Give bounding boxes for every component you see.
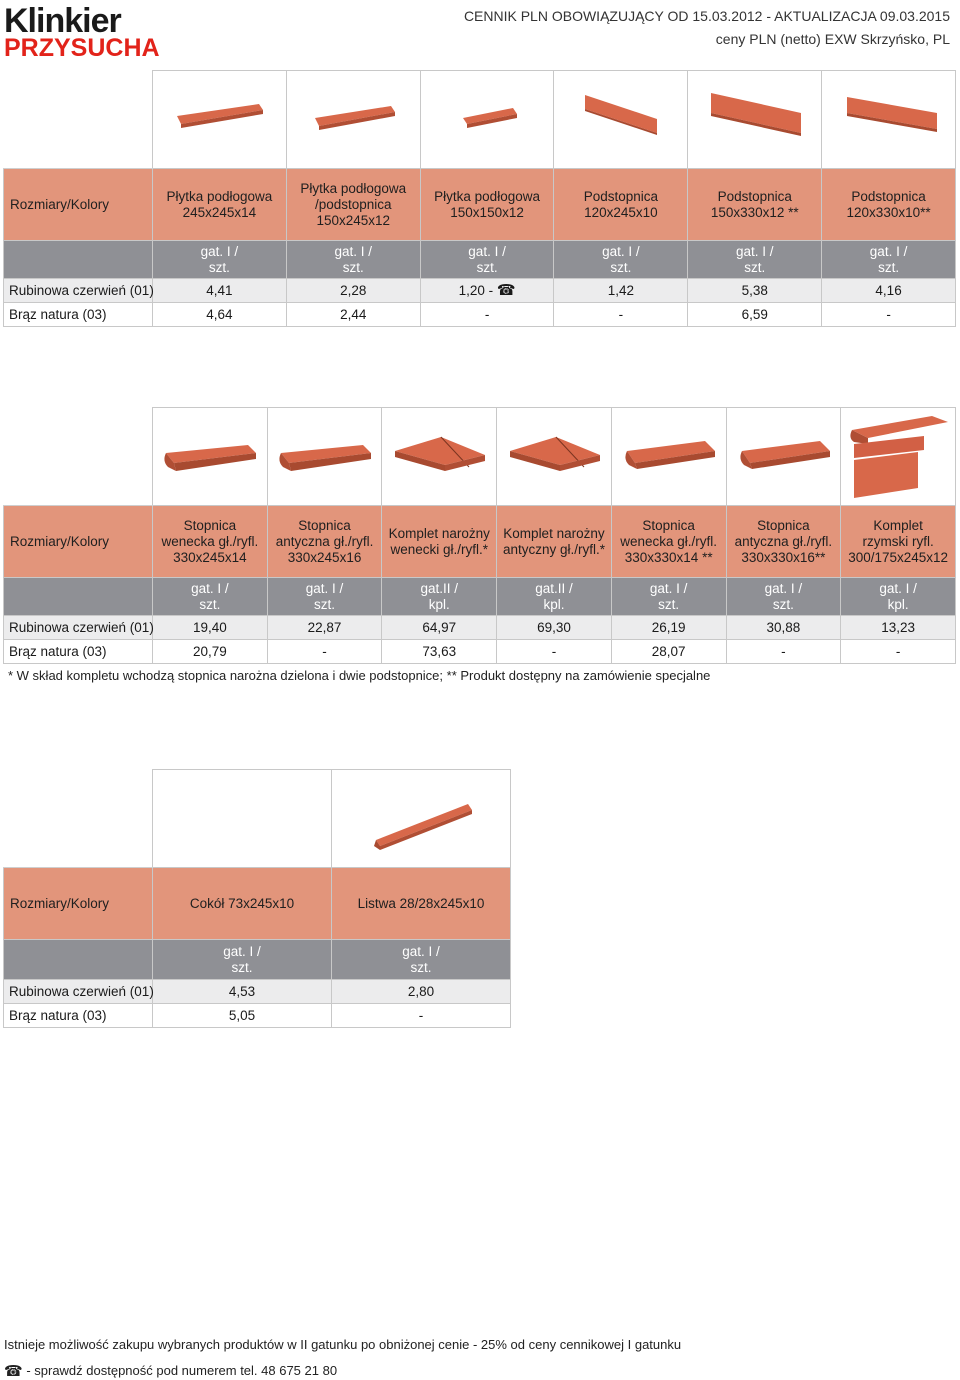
table-header-row <box>4 506 956 578</box>
grade-unit-blank <box>4 578 153 616</box>
price-cell: - <box>726 640 841 664</box>
column-header: Podstopnica 120x245x10 <box>554 169 688 241</box>
grade-unit-row <box>4 578 956 616</box>
price-cell: - <box>332 1004 511 1028</box>
column-header: Płytka podłogowa 150x150x12 <box>420 169 554 241</box>
grade-unit: gat. I / szt. <box>267 578 382 616</box>
column-header: Komplet narożny antyczny gł./ryfl.* <box>497 506 612 578</box>
product-image-corner-set-venetian <box>382 408 497 506</box>
price-cell: - <box>267 640 382 664</box>
image-cell-empty <box>4 71 153 169</box>
price-cell: 30,88 <box>726 616 841 640</box>
table-header-row <box>4 868 511 940</box>
price-list-validity: CENNIK PLN OBOWIĄZUJĄCY OD 15.03.2012 - AKTUALIZACJA 09.03.2015 <box>463 8 950 24</box>
sizes-colors-label: Rozmiary/Kolory <box>4 169 153 241</box>
product-image-tread-venetian-330 <box>611 408 726 506</box>
color-name: Rubinowa czerwień (01) <box>4 279 153 303</box>
product-image-row <box>4 408 956 506</box>
table-row <box>4 616 956 640</box>
price-cell: 2,28 <box>286 279 420 303</box>
grade-unit-row <box>4 940 511 980</box>
logo-line-1: Klinkier <box>4 2 121 40</box>
column-header: Płytka podłogowa 245x245x14 <box>153 169 287 241</box>
color-name: Rubinowa czerwień (01) <box>4 980 153 1004</box>
column-header: Stopnica wenecka gł./ryfl. 330x245x14 <box>153 506 268 578</box>
color-name: Brąz natura (03) <box>4 640 153 664</box>
grade-unit: gat.II / kpl. <box>497 578 612 616</box>
price-cell: 22,87 <box>267 616 382 640</box>
product-image-roman-set <box>841 408 956 506</box>
grade-unit: gat. I / szt. <box>332 940 511 980</box>
product-image-skirting <box>153 770 332 868</box>
product-image-strip <box>332 770 511 868</box>
price-cell-phone <box>420 279 554 303</box>
brand-logo <box>4 2 160 62</box>
grade-unit-row <box>4 241 956 279</box>
product-image-corner-set-antique <box>497 408 612 506</box>
grade-unit: gat. I / szt. <box>611 578 726 616</box>
price-value: 1,20 - <box>458 282 494 298</box>
table-row <box>4 303 956 327</box>
table-row <box>4 980 511 1004</box>
price-table-skirting <box>3 769 510 1028</box>
grade-unit: gat. I / szt. <box>153 940 332 980</box>
product-image-riser-150x330 <box>688 71 822 169</box>
price-cell: - <box>420 303 554 327</box>
price-cell: 4,64 <box>153 303 287 327</box>
price-cell: - <box>841 640 956 664</box>
color-name: Rubinowa czerwień (01) <box>4 616 153 640</box>
availability-info <box>4 1363 337 1379</box>
price-cell: 2,80 <box>332 980 511 1004</box>
sizes-colors-label: Rozmiary/Kolory <box>4 506 153 578</box>
availability-text: - sprawdź dostępność pod numerem tel. 48 675 21 80 <box>26 1363 338 1378</box>
grade-unit: gat. I / szt. <box>554 241 688 279</box>
grade-unit: gat. I / szt. <box>822 241 956 279</box>
grade-unit: gat. I / szt. <box>726 578 841 616</box>
color-name: Brąz natura (03) <box>4 303 153 327</box>
image-cell-empty <box>4 770 153 868</box>
price-cell: 13,23 <box>841 616 956 640</box>
product-image-row <box>4 770 511 868</box>
column-header: Cokół 73x245x10 <box>153 868 332 940</box>
second-grade-info: Istnieje możliwość zakupu wybranych produktów w II gatunku po obniżonej cenie - 25% od ceny cennikowej I gatunku <box>4 1337 682 1352</box>
product-image-floor-tile-150x245 <box>286 71 420 169</box>
grade-unit: gat. I / szt. <box>153 241 287 279</box>
image-cell-empty <box>4 408 153 506</box>
column-header: Komplet narożny wenecki gł./ryfl.* <box>382 506 497 578</box>
price-cell: - <box>822 303 956 327</box>
column-header: Podstopnica 120x330x10** <box>822 169 956 241</box>
grade-unit: gat. I / szt. <box>286 241 420 279</box>
sizes-colors-label: Rozmiary/Kolory <box>4 868 153 940</box>
price-cell: 5,38 <box>688 279 822 303</box>
product-image-tread-antique <box>267 408 382 506</box>
grade-unit: gat. I / szt. <box>688 241 822 279</box>
logo-line-2: PRZYSUCHA <box>4 34 160 62</box>
grade-unit-blank <box>4 241 153 279</box>
product-image-riser-120x330 <box>822 71 956 169</box>
product-image-row <box>4 71 956 169</box>
price-cell: 4,53 <box>153 980 332 1004</box>
price-cell: 5,05 <box>153 1004 332 1028</box>
price-cell: 20,79 <box>153 640 268 664</box>
price-cell: 1,42 <box>554 279 688 303</box>
phone-icon: ☎ <box>496 281 516 299</box>
product-image-floor-tile-150 <box>420 71 554 169</box>
column-header: Komplet rzymski ryfl. 300/175x245x12 <box>841 506 956 578</box>
column-header: Stopnica antyczna gł./ryfl. 330x245x16 <box>267 506 382 578</box>
footnote: * W skład kompletu wchodzą stopnica narożna dzielona i dwie podstopnice; ** Produkt dostępny na zamówienie specjalne <box>8 668 711 683</box>
price-cell: 73,63 <box>382 640 497 664</box>
price-cell: 2,44 <box>286 303 420 327</box>
table-row <box>4 640 956 664</box>
price-table-tiles <box>3 70 956 327</box>
column-header: Płytka podłogowa /podstopnica 150x245x12 <box>286 169 420 241</box>
column-header: Podstopnica 150x330x12 ** <box>688 169 822 241</box>
price-cell: 28,07 <box>611 640 726 664</box>
price-cell: 19,40 <box>153 616 268 640</box>
price-cell: 4,16 <box>822 279 956 303</box>
grade-unit-blank <box>4 940 153 980</box>
column-header: Stopnica antyczna gł./ryfl. 330x330x16** <box>726 506 841 578</box>
product-image-tread-venetian <box>153 408 268 506</box>
product-image-tread-antique-330 <box>726 408 841 506</box>
grade-unit: gat. I / kpl. <box>841 578 956 616</box>
price-cell: 26,19 <box>611 616 726 640</box>
product-image-floor-tile-245 <box>153 71 287 169</box>
color-name: Brąz natura (03) <box>4 1004 153 1028</box>
price-table-stair-treads <box>3 407 956 664</box>
price-cell: 69,30 <box>497 616 612 640</box>
phone-icon: ☎ <box>4 1362 23 1380</box>
table-row <box>4 1004 511 1028</box>
price-cell: 64,97 <box>382 616 497 640</box>
grade-unit: gat.II / kpl. <box>382 578 497 616</box>
grade-unit: gat. I / szt. <box>420 241 554 279</box>
price-terms: ceny PLN (netto) EXW Skrzyńsko, PL <box>715 31 950 47</box>
column-header: Listwa 28/28x245x10 <box>332 868 511 940</box>
column-header: Stopnica wenecka gł./ryfl. 330x330x14 ** <box>611 506 726 578</box>
price-cell: 6,59 <box>688 303 822 327</box>
price-cell: 4,41 <box>153 279 287 303</box>
product-image-riser-120x245 <box>554 71 688 169</box>
price-cell: - <box>497 640 612 664</box>
table-header-row <box>4 169 956 241</box>
table-row <box>4 279 956 303</box>
price-cell: - <box>554 303 688 327</box>
grade-unit: gat. I / szt. <box>153 578 268 616</box>
